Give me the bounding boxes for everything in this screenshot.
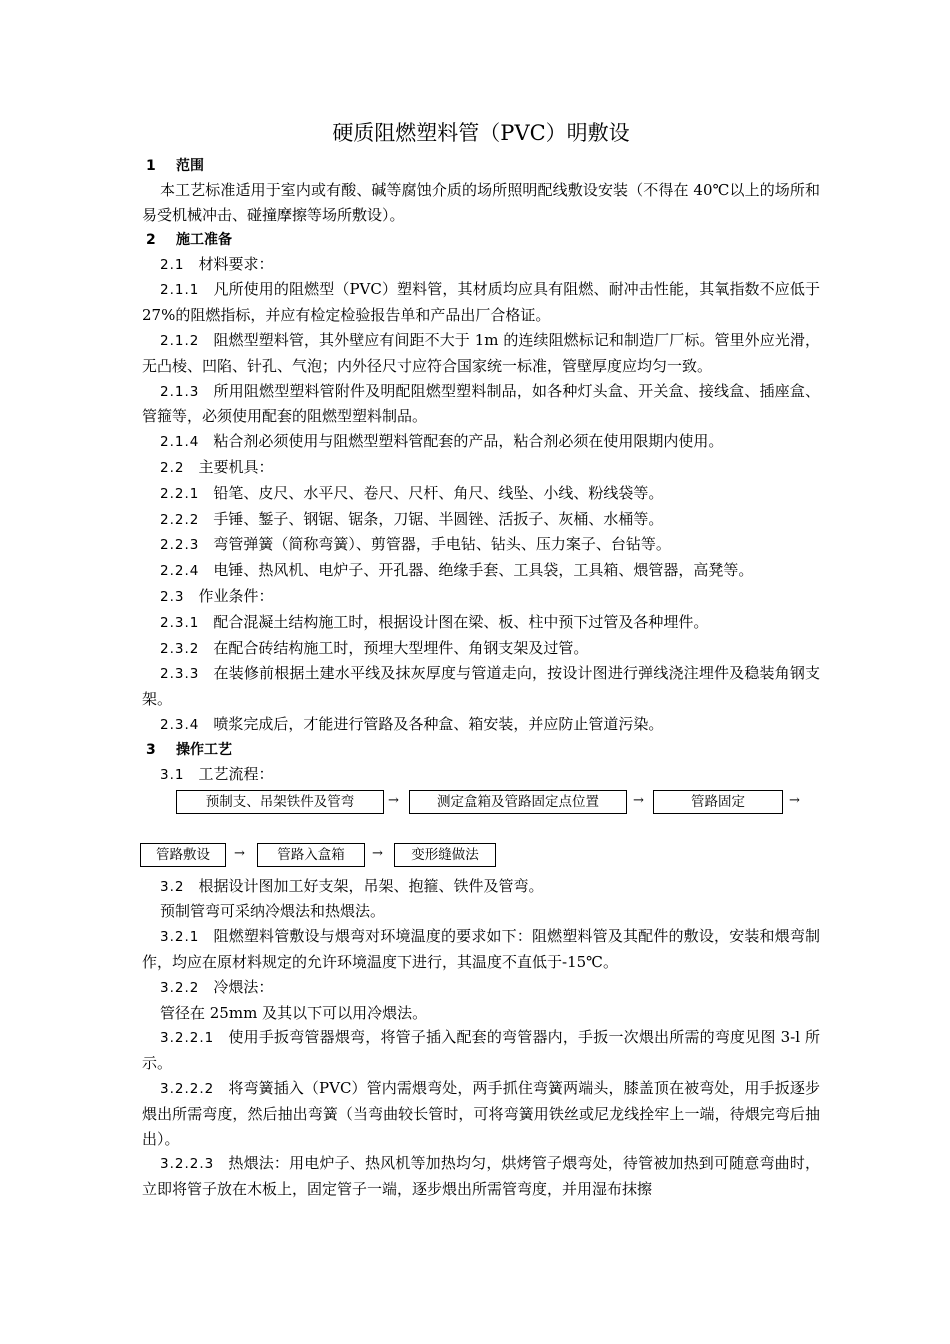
clause-2-2-4: 2.2.4 电锤、热风机、电炉子、开孔器、绝缘手套、工具袋，工具箱、煨管器，高凳等。 bbox=[160, 561, 754, 580]
section-heading-3: 3 操作工艺 bbox=[146, 741, 232, 758]
clause-2-1-2: 2.1.2 阻燃型塑料管，其外壁应有间距不大于 1m 的连续阻燃标记和制造厂厂标。管里外应光滑，无凸棱、凹陷、针孔、气泡；内外径尺寸应符合国家统一标准，管壁厚度应均匀一致。 bbox=[142, 330, 820, 375]
clause-2-1-1: 2.1.1 凡所使用的阻燃型（PVC）塑料管，其材质均应具有阻燃、耐冲击性能，其氧指数不应低于 27%的阻燃指标，并应有检定检验报告单和产品出厂合格证。 bbox=[142, 280, 820, 325]
flow-arrow: → bbox=[388, 792, 399, 808]
clause-3-1: 3.1 工艺流程： bbox=[160, 764, 274, 783]
flow-step-box-entry: 管路入盒箱 bbox=[257, 843, 365, 867]
clause-2-3-4: 2.3.4 喷浆完成后，才能进行管路及各种盒、箱安装，并应防止管道污染。 bbox=[160, 714, 664, 733]
document-title: 硬质阻燃塑料管（PVC）明敷设 bbox=[332, 121, 630, 145]
clause-2-1-4: 2.1.4 粘合剂必须使用与阻燃型塑料管配套的产品，粘合剂必须在使用限期内使用。 bbox=[160, 432, 724, 451]
clause-2-2-3: 2.2.3 弯管弹簧（简称弯簧）、剪管器，手电钻、钻头、压力案子、台钻等。 bbox=[160, 535, 671, 554]
clause-3-2-2: 3.2.2 冷煨法： bbox=[160, 977, 274, 996]
paragraph-3-2-note: 预制管弯可采纳冷煨法和热煨法。 bbox=[160, 902, 386, 921]
paragraph-3-2-2-note: 管径在 25mm 及其以下可以用冷煨法。 bbox=[160, 1003, 428, 1022]
clause-2-1-3: 2.1.3 所用阻燃型塑料管附件及明配阻燃型塑料制品，如各种灯头盒、开关盒、接线盒、插座盒、管箍等，必须使用配套的阻燃型塑料制品。 bbox=[142, 381, 820, 426]
clause-2-3-2: 2.3.2 在配合砖结构施工时，预埋大型埋件、角钢支架及过管。 bbox=[160, 638, 589, 657]
flow-step-locate: 测定盒箱及管路固定点位置 bbox=[409, 790, 627, 814]
section-heading-2: 2 施工准备 bbox=[146, 231, 232, 248]
flow-step-prefab: 预制支、吊架铁件及管弯 bbox=[176, 790, 384, 814]
paragraph-scope: 本工艺标准适用于室内或有酸、碱等腐蚀介质的场所照明配线敷设安装（不得在 40℃以上的场所和易受机械冲击、碰撞摩擦等场所敷设）。 bbox=[142, 181, 820, 224]
clause-2-3: 2.3 作业条件： bbox=[160, 586, 274, 605]
section-heading-1: 1 范围 bbox=[146, 158, 204, 174]
document-page bbox=[142, 118, 820, 1202]
clause-2-1: 2.1 材料要求： bbox=[160, 254, 274, 273]
clause-2-3-1: 2.3.1 配合混凝土结构施工时，根据设计图在梁、板、柱中预下过管及各种埋件。 bbox=[160, 612, 709, 631]
process-flow-diagram bbox=[142, 788, 820, 874]
flow-step-lay: 管路敷设 bbox=[140, 843, 226, 867]
clause-2-2-2: 2.2.2 手锤、錾子、钢锯、锯条，刀锯、半圆锉、活扳子、灰桶、水桶等。 bbox=[160, 509, 664, 528]
clause-3-2: 3.2 根据设计图加工好支架，吊架、抱箍、铁件及管弯。 bbox=[160, 876, 544, 895]
clause-3-2-2-3: 3.2.2.3 热煨法：用电炉子、热风机等加热均匀，烘烤管子煨弯处，待管被加热到可随意弯曲时，立即将管子放在木板上，固定管子一端，逐步煨出所需管弯度，并用湿布抹擦 bbox=[142, 1154, 820, 1199]
flow-arrow: → bbox=[789, 792, 800, 808]
clause-3-2-1: 3.2.1 阻燃塑料管敷设与煨弯对环境温度的要求如下：阻燃塑料管及其配件的敷设，安装和煨弯制作，均应在原材料规定的允许环境温度下进行，其温度不直低于-15℃。 bbox=[142, 927, 820, 971]
clause-2-2: 2.2 主要机具： bbox=[160, 457, 274, 476]
flow-step-fix: 管路固定 bbox=[653, 790, 783, 814]
flow-step-joint: 变形缝做法 bbox=[394, 843, 496, 867]
flow-arrow: → bbox=[633, 792, 644, 808]
clause-3-2-2-2: 3.2.2.2 将弯簧插入（PVC）管内需煨弯处，两手抓住弯簧两端头，膝盖顶在被弯处，用手扳逐步煨出所需弯度，然后抽出弯簧（当弯曲较长管时，可将弯簧用铁丝或尼龙线拴牢上一端，待煨完弯后抽出）。 bbox=[142, 1078, 821, 1148]
flow-arrow: → bbox=[372, 845, 383, 861]
clause-2-3-3: 2.3.3 在装修前根据土建水平线及抹灰厚度与管道走向，按设计图进行弹线浇注埋件及稳装角钢支架。 bbox=[142, 664, 820, 709]
flow-arrow: → bbox=[234, 845, 245, 861]
clause-2-2-1: 2.2.1 铅笔、皮尺、水平尺、卷尺、尺杆、角尺、线坠、小线、粉线袋等。 bbox=[160, 483, 664, 502]
clause-3-2-2-1: 3.2.2.1 使用手扳弯管器煨弯，将管子插入配套的弯管器内，手扳一次煨出所需的弯度见图 3-l 所示。 bbox=[142, 1028, 820, 1073]
